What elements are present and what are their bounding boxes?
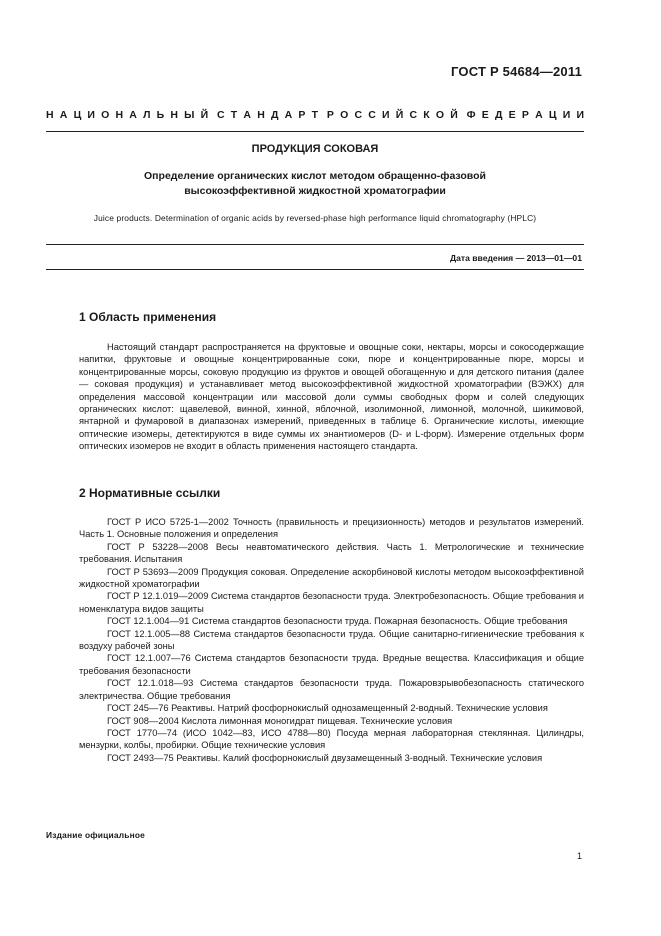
banner-word-1: Н А Ц И О Н А Л Ь Н Ы Й bbox=[46, 109, 209, 121]
reference-item: ГОСТ 908—2004 Кислота лимонная моногидрат пищевая. Технические условия bbox=[107, 715, 453, 726]
product-title: ПРОДУКЦИЯ СОКОВАЯ bbox=[251, 143, 379, 155]
reference-item: ГОСТ Р 12.1.019—2009 Система стандартов безопасности труда. Электробезопасность. Общие требования и номенклатура видов защиты bbox=[79, 591, 584, 614]
section-1-title: 1 Область применения bbox=[79, 310, 217, 324]
reference-item: ГОСТ Р 53693—2009 Продукция соковая. Определение аскорбиновой кислоты методом высокоэффективной жидкостной хроматографии bbox=[79, 566, 584, 590]
reference-item: ГОСТ 12.1.005—88 Система стандартов безопасности труда. Общие санитарно-гигиенические требования к воздуху рабочей зоны bbox=[79, 628, 584, 652]
page-number: 1 bbox=[576, 851, 582, 861]
divider-top bbox=[46, 131, 584, 132]
normative-references-list bbox=[79, 516, 584, 764]
divider-bottom bbox=[46, 269, 584, 270]
banner-word-2: С Т А Н Д А Р Т bbox=[217, 109, 319, 121]
reference-item: ГОСТ 2493—75 Реактивы. Калий фосфорнокислый двузамещенный 3-водный. Технические условия bbox=[107, 752, 543, 763]
section-2-title: 2 Нормативные ссылки bbox=[79, 486, 221, 500]
reference-item: ГОСТ 12.1.018—93 Система стандартов безопасности труда. Пожаровзрывобезопасность статического электричества. Общие требования bbox=[79, 678, 584, 701]
reference-item: ГОСТ Р 53228—2008 Весы неавтоматического действия. Часть 1. Метрологические и технические требования. Испытания bbox=[79, 541, 584, 565]
national-standard-banner bbox=[46, 109, 584, 121]
reference-item: ГОСТ 12.1.004—91 Система стандартов безопасности труда. Пожарная безопасность. Общие требования bbox=[107, 616, 568, 627]
english-title: Juice products. Determination of organic acids by reversed-phase high performance liquid chromatography (HPLC) bbox=[93, 213, 537, 223]
banner-word-4: Ф Е Д Е Р А Ц И И bbox=[466, 109, 584, 121]
section-1-text: Настоящий стандарт распространяется на фруктовые и овощные соки, нектары, морсы и сокосодержащие напитки, фруктовые и овощные концентрированные соки, пюре и концентрированные пюре, морсы и концентрированные морсы, соковую продукцию из фруктов и овощей обогащенную и для детского питания (далее — соковая продукция) и устанавливает метод высокоэффективной жидкостной хроматографии (ВЭЖХ) для определения массовой концентрации или массовой доли суммы свободных форм и солей следующих органических кислот: щавелевой, винной, хинной, яблочной, изолимонной, лимонной, молочной, шикимовой, янтарной и фумаровой в диапазонах измерений, приведенных в таблице 6. Органические кислоты, имеющие оптические изомеры, детектируются в виде суммы их энантиомеров (D- и L-форм). Измерение отдельных форм оптических изомеров не входит в область применения настоящего стандарта. bbox=[79, 342, 584, 452]
edition-label: Издание официальное bbox=[46, 830, 145, 840]
reference-item: ГОСТ 1770—74 (ИСО 1042—83, ИСО 4788—80) Посуда мерная лабораторная стеклянная. Цилиндры, мензурки, колбы, пробирки. Общие технические условия bbox=[79, 727, 584, 751]
reference-item: ГОСТ Р ИСО 5725-1—2002 Точность (правильность и прецизионность) методов и результатов измерений. Часть 1. Основные положения и определения bbox=[79, 517, 584, 540]
method-title: Определение органических кислот методом обращенно-фазовой высокоэффективной жидкостной хроматографии bbox=[144, 170, 486, 197]
divider-middle bbox=[46, 244, 584, 245]
doc-number: ГОСТ Р 54684—2011 bbox=[451, 64, 582, 79]
banner-word-3: Р О С С И Й С К О Й bbox=[326, 109, 458, 121]
reference-item: ГОСТ 245—76 Реактивы. Натрий фосфорнокислый однозамещенный 2-водный. Технические условия bbox=[107, 703, 548, 714]
reference-item: ГОСТ 12.1.007—76 Система стандартов безопасности труда. Вредные вещества. Классификация и общие требования безопасности bbox=[79, 653, 584, 676]
introduction-date: Дата введения — 2013—01—01 bbox=[449, 253, 582, 263]
